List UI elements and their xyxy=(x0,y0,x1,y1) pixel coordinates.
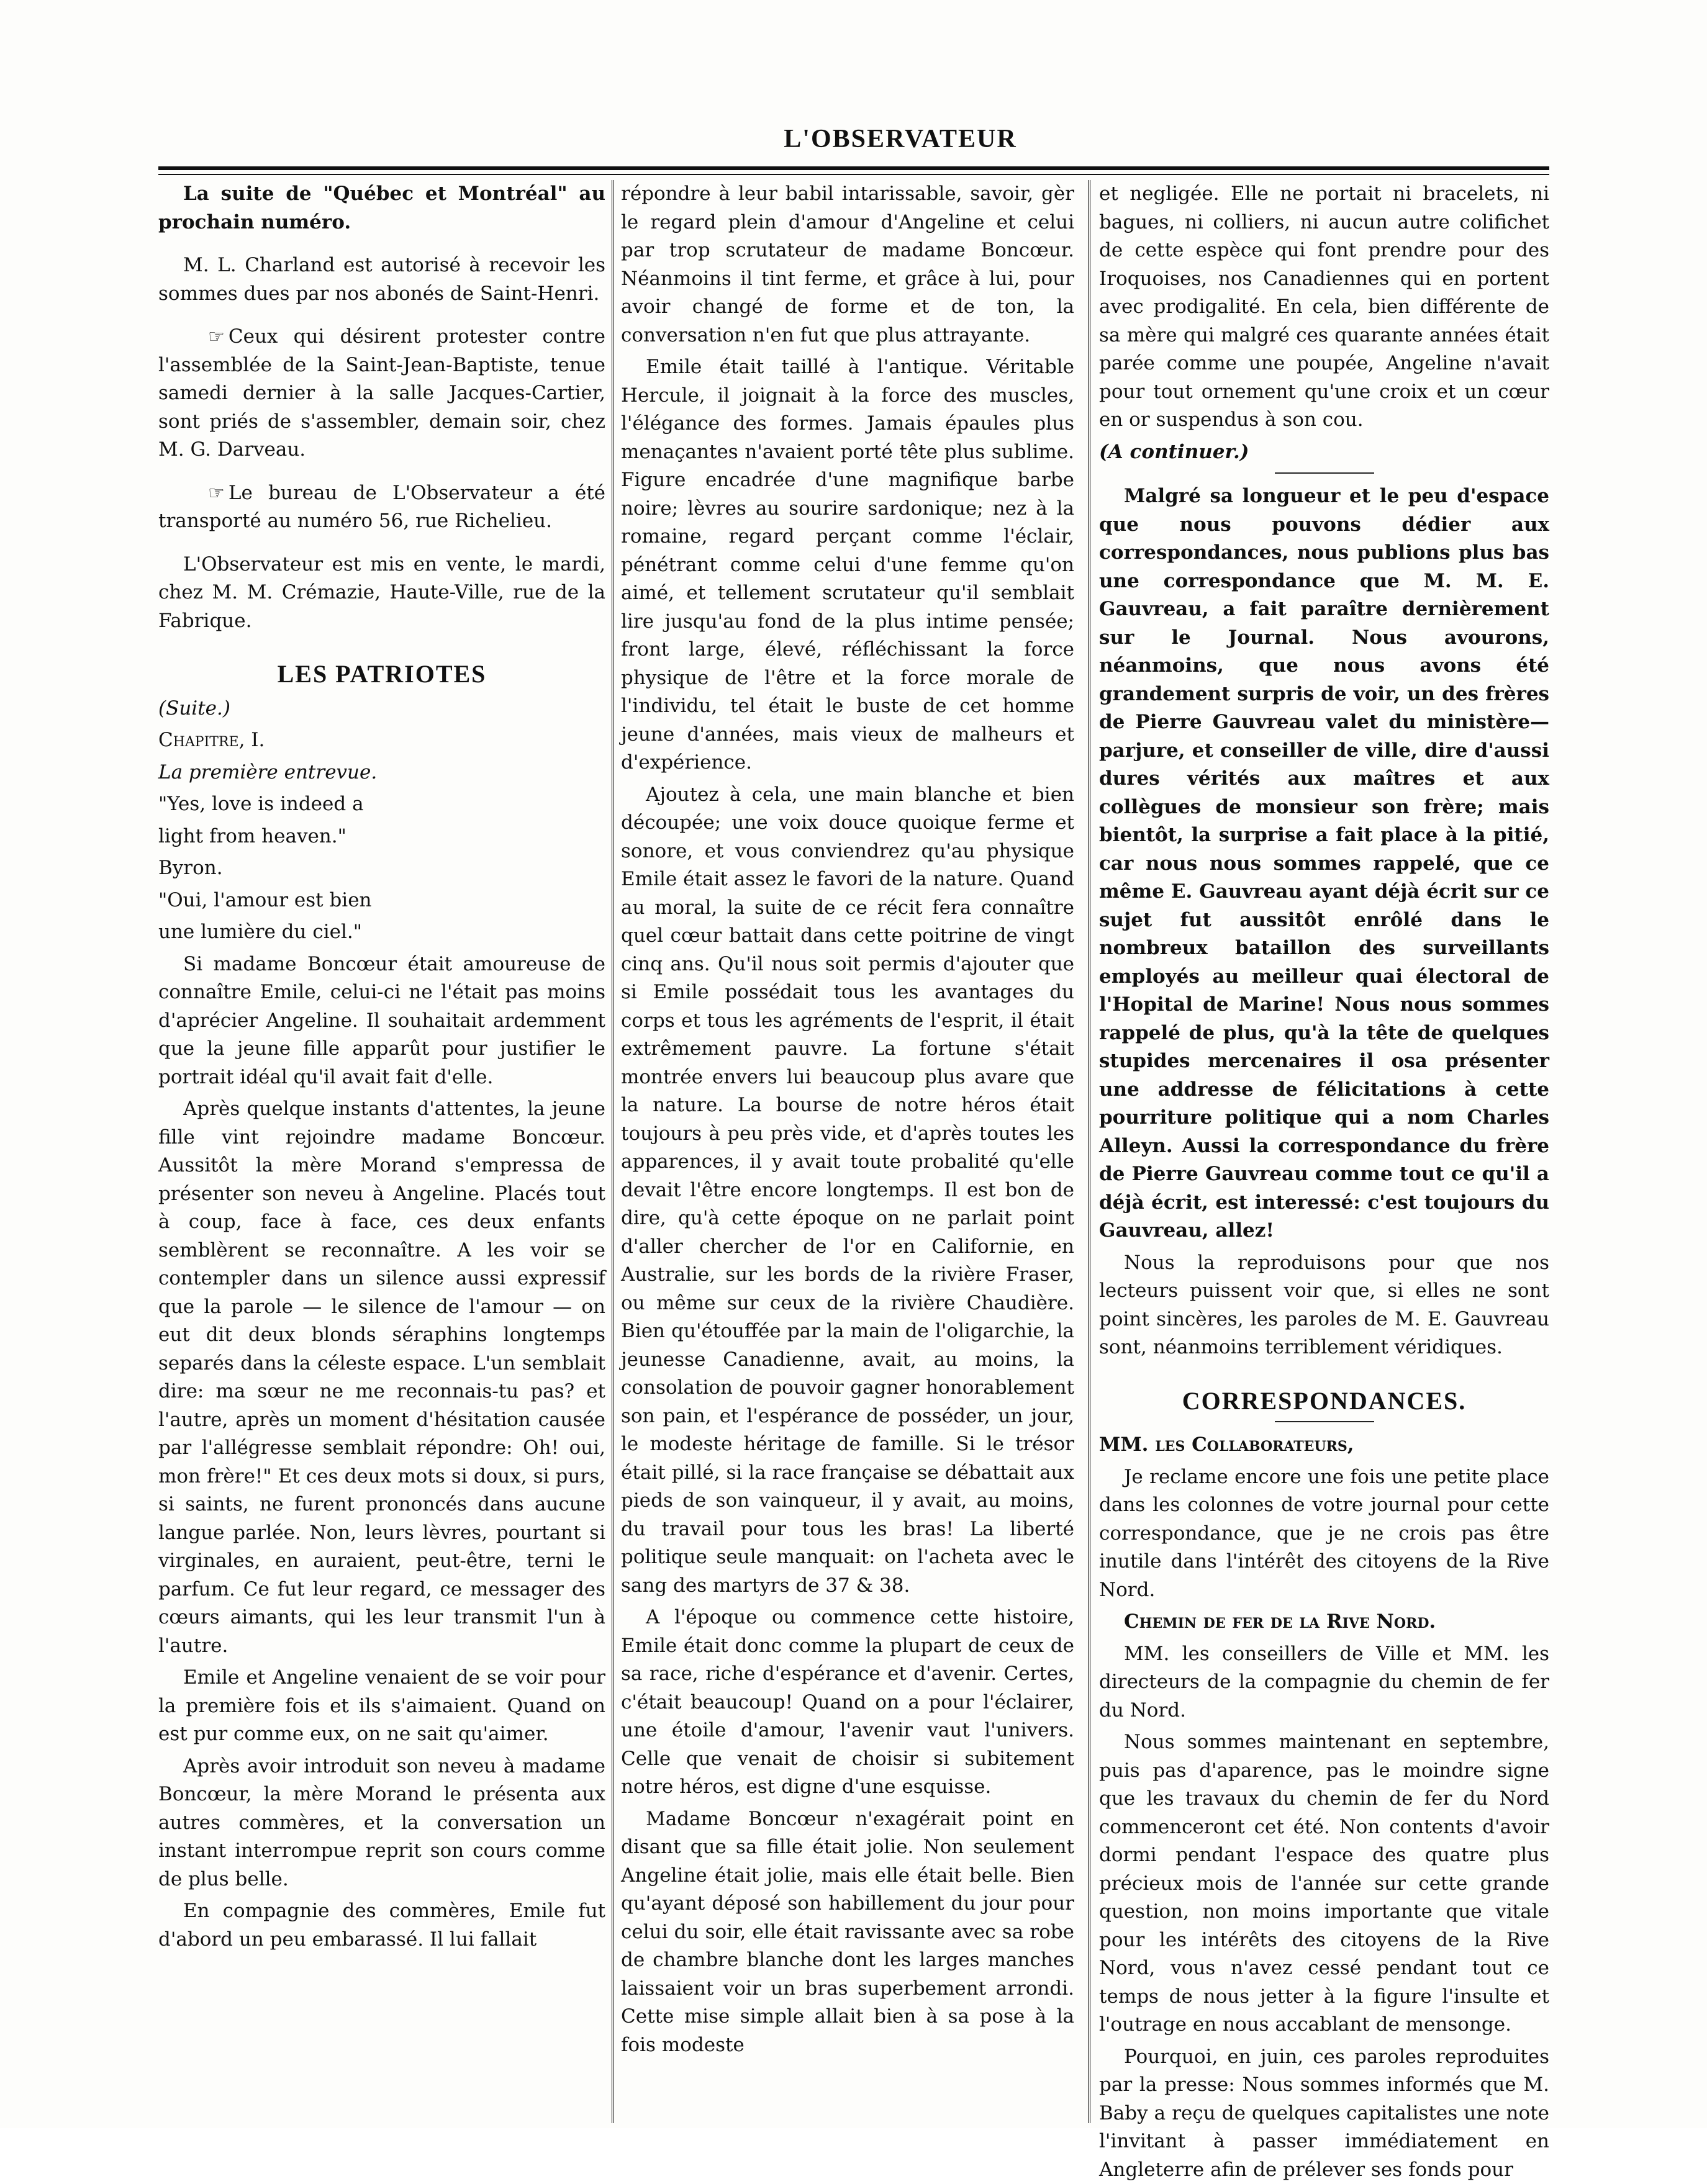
article-paragraph: Après quelque instants d'attentes, la jeune fille vint rejoindre madame Boncœur. Aussitôt la mère Morand s'empressa de présenter son neveu à Angeline. Placés tout à coup, face à face, ces deux enfants semblèrent se reconnaître. A les voir se contempler dans un silence aussi expressif que la parole — le silence de l'amour — on eut dit deux blonds séraphins longtemps separés dans la céleste espace. L'un semblait dire: ma sœur ne me reconnais-tu pas? et l'autre, après un moment d'hésitation causée par l'allégresse semblait répondre: Oh! oui, mon frère!" Et ces deux mots si doux, si purs, si saints, ne furent prononcés dans aucune langue parlée. Non, leurs lèvres, pourtant si virginales, en auraient, peut-être, terni le parfum. Ce fut leur regard, ce messager des cœurs aimants, qui les leur transmit l'un à l'autre. xyxy=(158,1095,605,1660)
letter-paragraph: MM. les conseillers de Ville et MM. les directeurs de la compagnie du chemin de fer du Nord. xyxy=(1099,1640,1549,1725)
notice-office xyxy=(158,479,605,536)
article-paragraph: répondre à leur babil intarissable, savoir, gèr le regard plein d'amour d'Angeline et celui par trop scrutateur de madame Boncœur. Néanmoins il tint ferme, et grâce à lui, pour avoir changé de forme et de ton, la conversation n'en fut que plus attrayante. xyxy=(621,180,1074,350)
chapter-title: La première entrevue. xyxy=(158,759,605,787)
pointing-hand-icon: ☞ xyxy=(183,323,225,351)
pointing-hand-icon: ☞ xyxy=(183,479,225,508)
correspondances-title: CORRESPONDANCES. xyxy=(1099,1387,1549,1415)
article-paragraph: Emile était taillé à l'antique. Véritable Hercule, il joignait à la force des muscles, l'élégance des formes. Jamais épaules plus menaçantes n'avaient porté tête plus sublime. Figure encadrée d'une magnifique barbe noire; lèvres au sourire sardonique; nez à la romaine, regard perçant comme l'éclair, pénétrant comme celui d'une femme qu'on aimé, et tellement scrutateur qu'il semblait lire jusqu'au fond de la plus intime pensée; front large, élevé, réfléchissant la force physique de l'être et la force morale de l'individu, tel était le buste de cet homme jeune d'années, mais vieux de malheurs et d'expérience. xyxy=(621,353,1074,777)
article-paragraph: Madame Boncœur n'exagérait point en disant que sa fille était jolie. Non seulement Angeline était jolie, mais elle était belle. Bien qu'ayant déposé son habillement du jour pour celui du soir, elle était ravissante avec sa robe de chambre blanche dont les larges manches laissaient voir un bras superbement arrondi. Cette mise simple allait bien à sa pose à la fois modeste xyxy=(621,1805,1074,2060)
column-1 xyxy=(158,180,605,2117)
letter-subhead: Chemin de fer de la Rive Nord. xyxy=(1099,1608,1549,1636)
editorial-paragraph: Malgré sa longueur et le peu d'espace que nous pouvons dédier aux correspondances, nous publions plus bas une correspondance que M. M. E. Gauvreau, a fait paraître dernièrement sur le Journal. Nous avourons, néanmoins, que nous avons été grandement surpris de voir, un des frères de Pierre Gauvreau valet du ministère—parjure, et conseiller de ville, dire d'aussi dures vérités aux maîtres et aux collègues de monsieur son frère; mais bientôt, la surprise a fait place à la pitié, car nous nous sommes rappelé, que ce même E. Gauvreau ayant déjà écrit sur ce sujet fut aussitôt enrôlé dans le nombreux bataillon des surveillants employés au meilleur quai électoral de l'Hopital de Marine! Nous nous sommes rappelé de plus, qu'à la tête de quelques stupides mercenaires il osa présenter une addresse de félicitations à cette pourriture politique qui a nom Charles Alleyn. Aussi la correspondance du frère de Pierre Gauvreau comme tout ce qu'il a déjà écrit, est interessé: c'est toujours du Gauvreau, allez! xyxy=(1099,482,1549,1245)
article-paragraph: et negligée. Elle ne portait ni bracelets, ni bagues, ni colliers, ni aucun autre colifichet de cette espèce qui font prendre pour des Iroquoises, nos Canadiennes qui en portent avec prodigalité. En cela, bien différente de sa mère qui malgré ces quarante années était parée comme une poupée, Angeline n'avait pour tout ornement qu'une croix et un cœur en or suspendus à son cou. xyxy=(1099,180,1549,435)
notice-protest xyxy=(158,323,605,464)
article-paragraph: En compagnie des commères, Emile fut d'abord un peu embarassé. Il lui fallait xyxy=(158,1897,605,1954)
feuilleton-suite: (Suite.) xyxy=(158,695,605,723)
column-3 xyxy=(1099,180,1549,2117)
epigraph-english-line-1: "Yes, love is indeed a xyxy=(158,790,605,819)
epigraph-author: Byron. xyxy=(158,854,605,883)
column-2 xyxy=(621,180,1074,2117)
letter-paragraph: Pourquoi, en juin, ces paroles reproduites par la presse: Nous sommes informés que M. Baby a reçu de quelques capitalistes une note l'invitant à passer immédiatement en Angleterre afin de prélever ses fonds pour xyxy=(1099,2043,1549,2184)
continuation-note: (A continuer.) xyxy=(1099,438,1549,467)
masthead-title: L'OBSERVATEUR xyxy=(714,124,1087,154)
section-separator xyxy=(1275,1421,1374,1422)
masthead-rule-thin xyxy=(158,174,1549,175)
article-paragraph: Si madame Boncœur était amoureuse de connaître Emile, celui-ci ne l'était pas moins d'aprécier Angeline. Il souhaitait ardemment que la jeune fille apparût pour justifier le portrait idéal qu'il avait fait d'elle. xyxy=(158,950,605,1092)
editorial-paragraph: Nous la reproduisons pour que nos lecteurs puissent voir que, si elles ne sont point sincères, les paroles de M. E. Gauvreau sont, néanmoins terriblement véridiques. xyxy=(1099,1249,1549,1362)
chapter-number: Chapitre, I. xyxy=(158,726,605,755)
letter-paragraph: Nous sommes maintenant en septembre, puis pas d'aparence, pas le moindre signe que les travaux du chemin de fer du Nord commenceront cet été. Non contents d'avoir dormi pendant l'espace des quatre plus précieux mois de l'année sur cette grande question, non moins importante que vitale pour les intérêts des citoyens de la Rive Nord, vous n'avez cessé pendant tout ce temps de nous jetter à la figure l'insulte et l'outrage en nous accablant de mensonge. xyxy=(1099,1728,1549,2039)
feuilleton-title: LES PATRIOTES xyxy=(158,660,605,688)
notice-quebec-montreal: La suite de "Québec et Montréal" au prochain numéro. xyxy=(158,180,605,237)
salutation: MM. les Collaborateurs, xyxy=(1099,1431,1549,1460)
notice-protest-text: Ceux qui désirent protester contre l'assemblée de la Saint-Jean-Baptiste, tenue samedi dernier à la salle Jacques-Cartier, sont priés de s'assembler, demain soir, chez M. G. Darveau. xyxy=(158,325,605,461)
epigraph-english-line-2: light from heaven." xyxy=(158,823,605,851)
masthead-rule xyxy=(158,166,1549,170)
column-divider-1 xyxy=(612,180,614,2123)
letter-paragraph: Je reclame encore une fois une petite place dans les colonnes de votre journal pour cette correspondance, que je ne crois pas être inutile dans l'intérêt des citoyens de la Rive Nord. xyxy=(1099,1463,1549,1605)
section-separator xyxy=(1275,472,1374,474)
notice-office-text: Le bureau de L'Observateur a été transporté au numéro 56, rue Richelieu. xyxy=(158,482,605,533)
notice-charland: M. L. Charland est autorisé à recevoir les sommes dues par nos abonés de Saint-Henri. xyxy=(158,251,605,308)
article-paragraph: Après avoir introduit son neveu à madame Boncœur, la mère Morand le présenta aux autres commères, et la conversation un instant interrompue reprit son cours comme de plus belle. xyxy=(158,1753,605,1894)
article-paragraph: Ajoutez à cela, une main blanche et bien découpée; une voix douce quoique ferme et sonore, et vous conviendrez qu'au physique Emile était assez le favori de la nature. Quand au moral, la suite de ce récit fera connaître quel cœur battait dans cette poitrine de vingt cinq ans. Qu'il nous soit permis d'ajouter que si Emile possédait tous les avantages du corps et tous les agréments de l'esprit, il était extrêmement pauvre. La fortune s'était montrée envers lui beaucoup plus avare que la nature. La bourse de notre héros était toujours à peu près vide, et d'après toutes les apparences, il y avait toute probalité qu'elle devait l'être encore longtemps. Il est bon de dire, qu'à cette époque on ne parlait point d'aller chercher de l'or en Californie, en Australie, sur les bords de la rivière Fraser, ou même sur ceux de la rivière Chaudière. Bien qu'étouffée par la main de l'oligarchie, la jeunesse Canadienne, avait, au moins, la consolation de pouvoir gagner honorablement son pain, et l'espérance de posséder, un jour, le modeste héritage de famille. Si le trésor était pillé, si la race française se débattait aux pieds de son vainqueur, il y avait, au moins, du travail pour tous les bras! La liberté politique seule manquait: on l'acheta avec le sang des martyrs de 37 & 38. xyxy=(621,781,1074,1600)
epigraph-french-line-2: une lumière du ciel." xyxy=(158,918,605,947)
article-paragraph: A l'époque ou commence cette histoire, Emile était donc comme la plupart de ceux de sa race, riche d'espérance et d'avenir. Certes, c'était beaucoup! Quand on a pour l'éclairer, une étoile d'amour, l'avenir vaut l'univers. Celle que venait de choisir si subitement notre héros, est digne d'une esquisse. xyxy=(621,1604,1074,1802)
epigraph-french-line-1: "Oui, l'amour est bien xyxy=(158,887,605,915)
notice-sale: L'Observateur est mis en vente, le mardi, chez M. M. Crémazie, Haute-Ville, rue de la Fabrique. xyxy=(158,551,605,636)
column-divider-2 xyxy=(1088,180,1090,2123)
article-paragraph: Emile et Angeline venaient de se voir pour la première fois et ils s'aimaient. Quand on est pur comme eux, on ne sait qu'aimer. xyxy=(158,1664,605,1749)
